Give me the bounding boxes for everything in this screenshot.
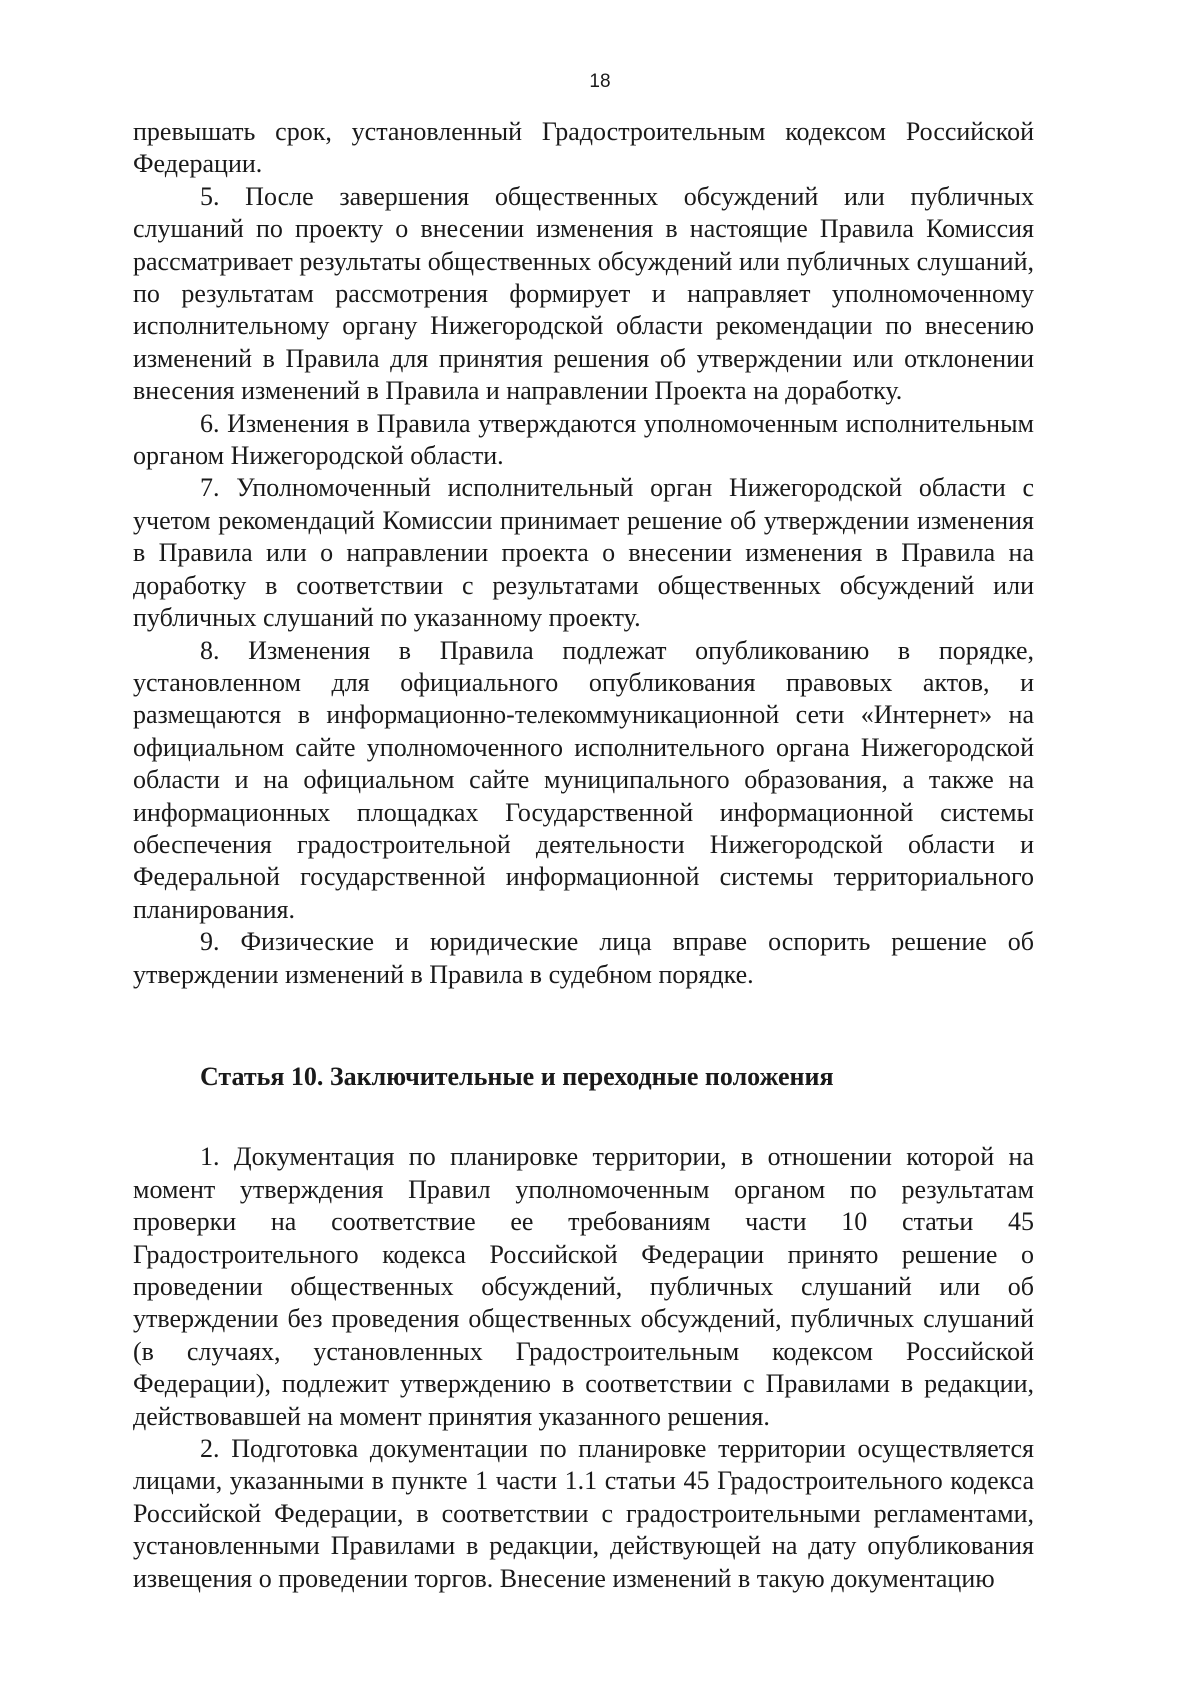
paragraph-item-7: 7. Уполномоченный исполнительный орган Нижегородской области с учетом рекомендаций Комиссии принимает решение об утверждении изменения в Правила или о направлении проекта о внесении изменения в Правила на доработку в соответствии с результатами общественных обсуждений или публичных слушаний по указанному проекту.: [133, 473, 1034, 633]
paragraph-item-8: 8. Изменения в Правила подлежат опубликованию в порядке, установленном для официального опубликования правовых актов, и размещаются в информационно-телекоммуникационной сети «Интернет» на официальном сайте уполномоченного исполнительного органа Нижегородской области и на официальном сайте муниципального образования, а также на информационных площадках Государственной информационной системы обеспечения градостроительной деятельности Нижегородской области и Федеральной государственной информационной системы территориального планирования.: [133, 635, 1034, 924]
page-number: 18: [589, 71, 611, 92]
spacer: [133, 1093, 1034, 1141]
spacer: [133, 991, 1034, 1061]
paragraph-item-5: 5. После завершения общественных обсуждений или публичных слушаний по проекту о внесении изменения в настоящие Правила Комиссия рассматривает результаты общественных обсуждений или публичных слушаний, по результатам рассмотрения формирует и направляет уполномоченному исполнительному органу Нижегородской области рекомендации по внесению изменений в Правила для принятия решения об утверждении или отклонении внесения изменений в Правила и направлении Проекта на доработку.: [133, 181, 1034, 406]
article-10-item-1: 1. Документация по планировке территории, в отношении которой на момент утверждения Правил уполномоченным органом по результатам проверки на соответствие ее требованиям части 10 статьи 45 Градостроительного кодекса Российской Федерации принято решение о проведении общественных обсуждений, публичных слушаний или об утверждении без проведения общественных обсуждений, публичных слушаний (в случаях, установленных Градостроительным кодексом Российской Федерации), подлежит утверждению в соответствии с Правилами в редакции, действовавшей на момент принятия указанного решения.: [133, 1142, 1034, 1431]
continuation-paragraph: превышать срок, установленный Градостроительным кодексом Российской Федерации.: [133, 117, 1034, 179]
paragraph-item-6: 6. Изменения в Правила утверждаются уполномоченным исполнительным органом Нижегородской области.: [133, 408, 1034, 471]
paragraph-item-9: 9. Физические и юридические лица вправе оспорить решение об утверждении изменений в Правила в судебном порядке.: [133, 927, 1034, 989]
article-10-heading: Статья 10. Заключительные и переходные положения: [200, 1061, 834, 1091]
article-10-item-2: 2. Подготовка документации по планировке территории осуществляется лицами, указанными в пункте 1 части 1.1 статьи 45 Градостроительного кодекса Российской Федерации, в соответствии с градостроительными регламентами, установленными Правилами в редакции, действующей на дату опубликования извещения о проведении торгов. Внесение изменений в такую документацию: [133, 1434, 1034, 1593]
document-body: [133, 116, 1034, 1595]
